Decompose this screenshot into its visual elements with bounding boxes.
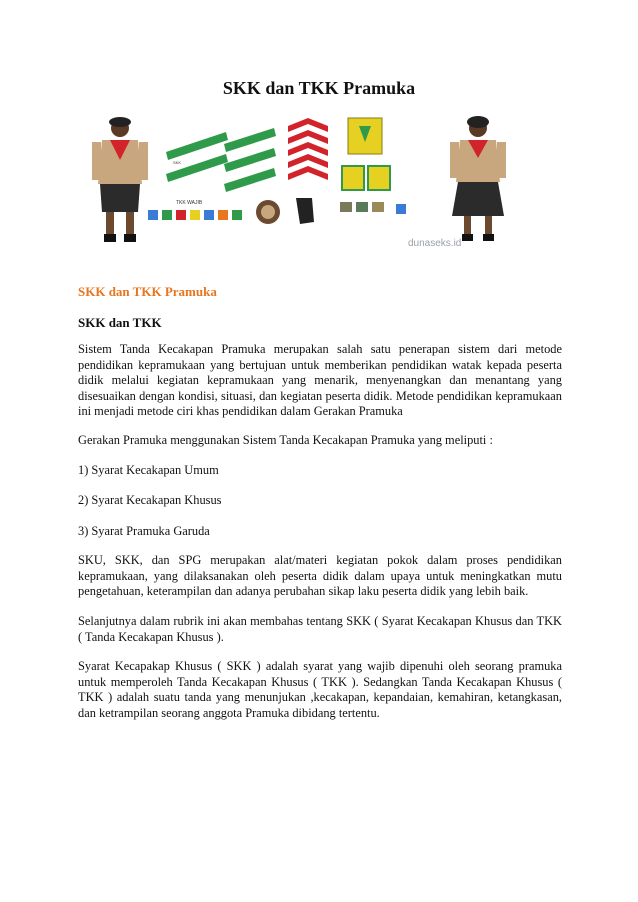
section-subtitle: SKK dan TKK Pramuka	[78, 284, 217, 299]
list-item: 2) Syarat Kecakapan Khusus	[78, 493, 222, 507]
paragraph: Selanjutnya dalam rubrik ini akan membahas tentang SKK ( Syarat Kecakapan Khusus dan TKK ( Tanda Kecakapan Khusus ).	[78, 614, 562, 644]
paragraph: SKU, SKK, dan SPG merupakan alat/materi kegiatan pokok dalam proses pendidikan kepramukaan, yang dilaksanakan oleh peserta didik dalam upaya untuk meningkatkan mutu pengetahuan, keterampilan dan adanya perubahan sikap laku peserta didik yang lebih baik.	[78, 553, 562, 599]
svg-text:TKK WAJIB: TKK WAJIB	[176, 200, 203, 206]
image-watermark: dunaseks.id	[408, 238, 462, 249]
paragraph: Syarat Kecapakap Khusus ( SKK ) adalah syarat yang wajib dipenuhi oleh seorang pramuka untuk memperoleh Tanda Kecakapan Khusus ( TKK ). Sedangkan Tanda Kecakapan Khusus ( TKK ) adalah suatu tanda yang menunjukan ,kecakapan, kepandaian, kemahiran, ketangkasan, dan ketrampilan seorang anggota Pramuka dibidang tertentu.	[78, 659, 562, 720]
list-item: 1) Syarat Kecakapan Umum	[78, 463, 219, 477]
svg-text:SKK: SKK	[173, 160, 182, 165]
page-title: SKK dan TKK Pramuka	[222, 78, 416, 98]
list-item: 3) Syarat Pramuka Garuda	[78, 524, 210, 538]
paragraph: Gerakan Pramuka menggunakan Sistem Tanda Kecakapan Pramuka yang meliputi :	[78, 433, 493, 447]
paragraph: Sistem Tanda Kecakapan Pramuka merupakan salah satu penerapan sistem dari metode pendidikan kepramukaan yang bertujuan untuk memberikan pendidikan watak kepada peserta didik melalui kegiatan kepramukaan yang menarik, menyenangkan dan menantang yang disesuaikan dengan kondisi, situasi, dan kegiatan peserta didik. Metode pendidikan kepramukaan ini menjadi metode ciri khas pendidikan dalam Gerakan Pramuka	[78, 342, 562, 419]
scout-uniform-and-badges-image	[78, 112, 538, 252]
section-heading: SKK dan TKK	[78, 315, 162, 330]
